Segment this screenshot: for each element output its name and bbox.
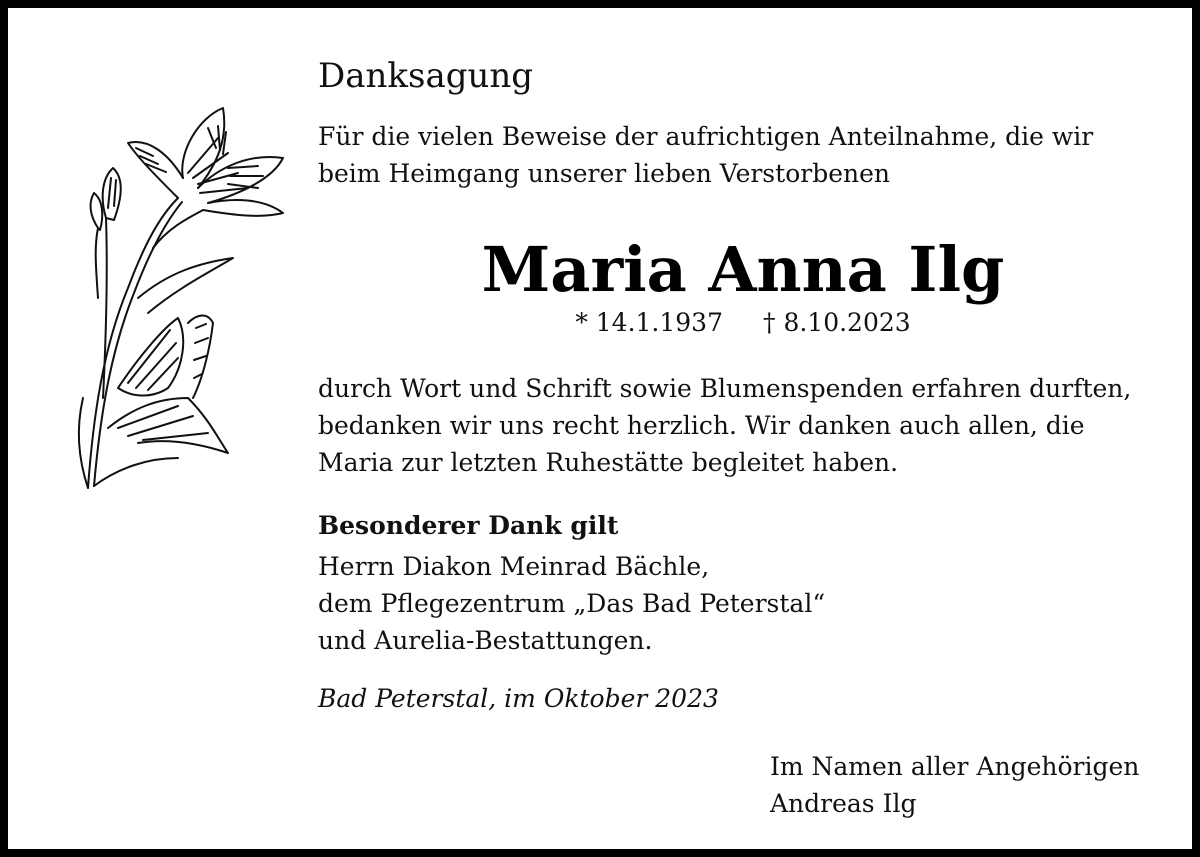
body-text <box>318 370 1188 481</box>
intro-text <box>318 118 1168 192</box>
body-line: durch Wort und Schrift sowie Blumenspenden erfahren durften, <box>318 374 1132 403</box>
thanks-item: dem Pflegezentrum „Das Bad Peterstal“ <box>318 589 826 618</box>
thanks-item: Herrn Diakon Meinrad Bächle, <box>318 552 710 581</box>
place-date: Bad Peterstal, im Oktober 2023 <box>318 684 719 713</box>
signature-line: Im Namen aller Angehörigen <box>770 752 1140 781</box>
thanks-item: und Aurelia-Bestattungen. <box>318 626 653 655</box>
special-thanks-list <box>318 548 825 659</box>
deceased-name: Maria Anna Ilg <box>481 233 1005 306</box>
death-date: † 8.10.2023 <box>763 308 911 337</box>
intro-line: Für die vielen Beweise der aufrichtigen Anteilnahme, die wir <box>318 122 1094 151</box>
special-thanks-title: Besonderer Dank gilt <box>318 511 619 540</box>
signature-name: Andreas Ilg <box>770 789 917 818</box>
signature-block <box>770 748 1139 822</box>
body-line: Maria zur letzten Ruhestätte begleitet haben. <box>318 448 899 477</box>
lily-flower-icon <box>58 98 298 498</box>
birth-date: * 14.1.1937 <box>575 308 723 337</box>
heading-danksagung: Danksagung <box>318 56 534 96</box>
life-dates <box>318 308 1168 337</box>
body-line: bedanken wir uns recht herzlich. Wir danken auch allen, die <box>318 411 1085 440</box>
intro-line: beim Heimgang unserer lieben Verstorbenen <box>318 159 890 188</box>
